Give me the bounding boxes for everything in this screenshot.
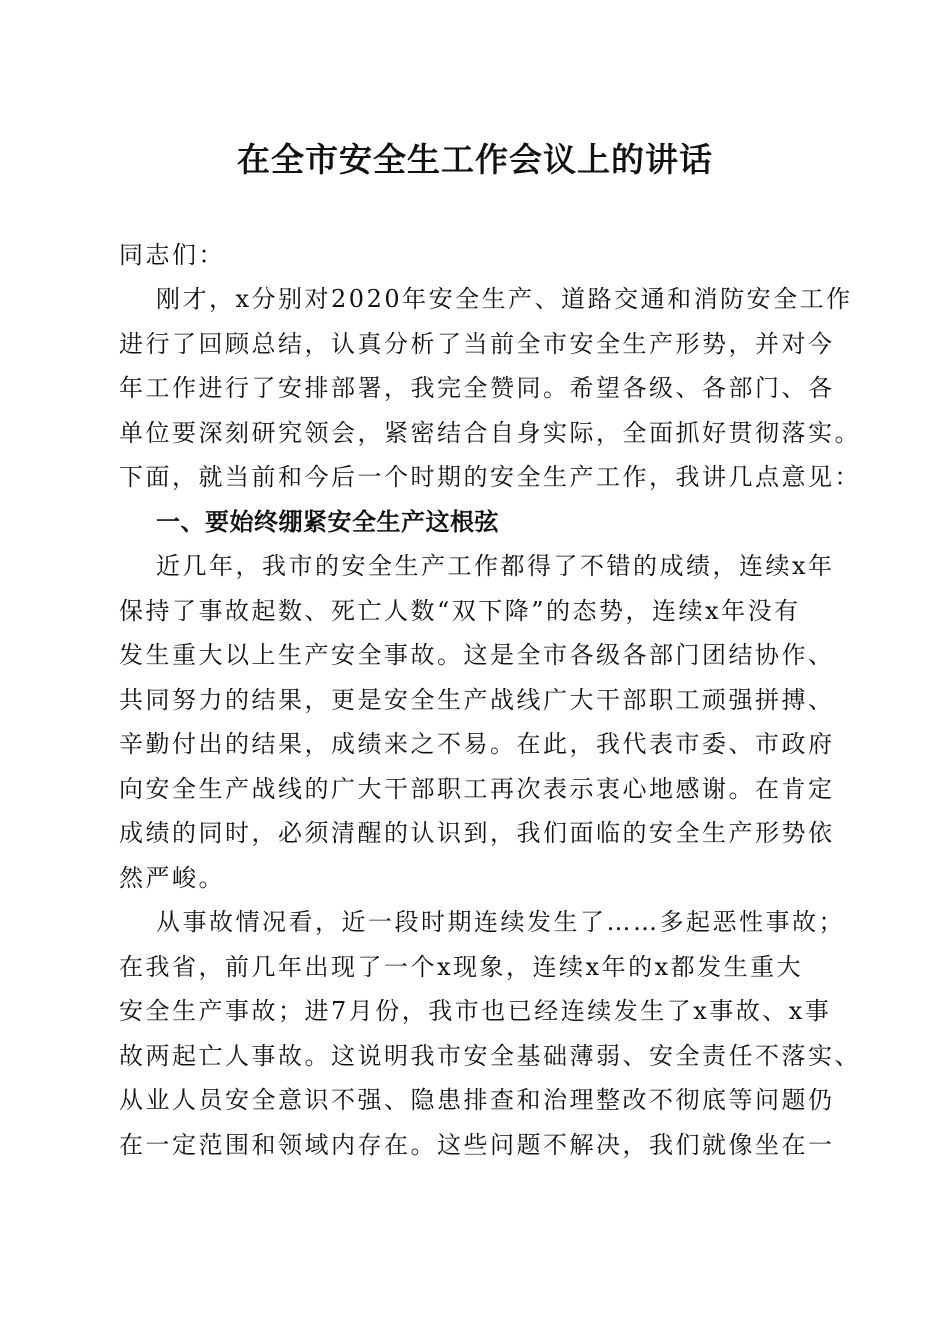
salutation: 同志们：: [119, 241, 225, 269]
paragraph-line: 单位要深刻研究领会，紧密结合自身实际，全面抓好贯彻落实。: [119, 419, 861, 447]
section-heading: 一、要始终绷紧安全生产这根弦: [156, 508, 499, 536]
paragraph-line: 近几年，我市的安全生产工作都得了不错的成绩，连续x年: [156, 552, 835, 580]
document-title: 在全市安全生工作会议上的讲话: [237, 140, 713, 179]
paragraph-line: 从业人员安全意识不强、隐患排查和治理整改不彻底等问题仍: [119, 1086, 835, 1114]
paragraph-line: 共同努力的结果，更是安全生产战线广大干部职工顽强拼搏、: [119, 686, 835, 714]
paragraph-line: 成绩的同时，必须清醒的认识到，我们面临的安全生产形势依: [119, 819, 835, 847]
paragraph-line: 发生重大以上生产安全事故。这是全市各级各部门团结协作、: [119, 641, 835, 669]
paragraph-line: 刚才，x分别对2020年安全生产、道路交通和消防安全工作: [156, 285, 853, 313]
paragraph-line: 保持了事故起数、死亡人数“双下降”的态势，连续x年没有: [119, 597, 801, 625]
paragraph-line: 进行了回顾总结，认真分析了当前全市安全生产形势，并对今: [119, 330, 835, 358]
paragraph-line: 在一定范围和领域内存在。这些问题不解决，我们就像坐在一: [119, 1131, 835, 1159]
paragraph-line: 辛勤付出的结果，成绩来之不易。在此，我代表市委、市政府: [119, 730, 835, 758]
paragraph-line: 在我省，前几年出现了一个x现象，连续x年的x都发生重大: [119, 953, 804, 981]
paragraph-line: 从事故情况看，近一段时期连续发生了……多起恶性事故；: [156, 908, 845, 936]
paragraph-line: 故两起亡人事故。这说明我市安全基础薄弱、安全责任不落实、: [119, 1042, 861, 1070]
paragraph-line: 安全生产事故；进7月份，我市也已经连续发生了x事故、x事: [119, 997, 832, 1025]
paragraph-line: 年工作进行了安排部署，我完全赞同。希望各级、各部门、各: [119, 374, 835, 402]
paragraph-line: 下面，就当前和今后一个时期的安全生产工作，我讲几点意见：: [119, 463, 861, 491]
paragraph-line: 向安全生产战线的广大干部职工再次表示衷心地感谢。在肯定: [119, 775, 835, 803]
paragraph-line: 然严峻。: [119, 864, 225, 892]
